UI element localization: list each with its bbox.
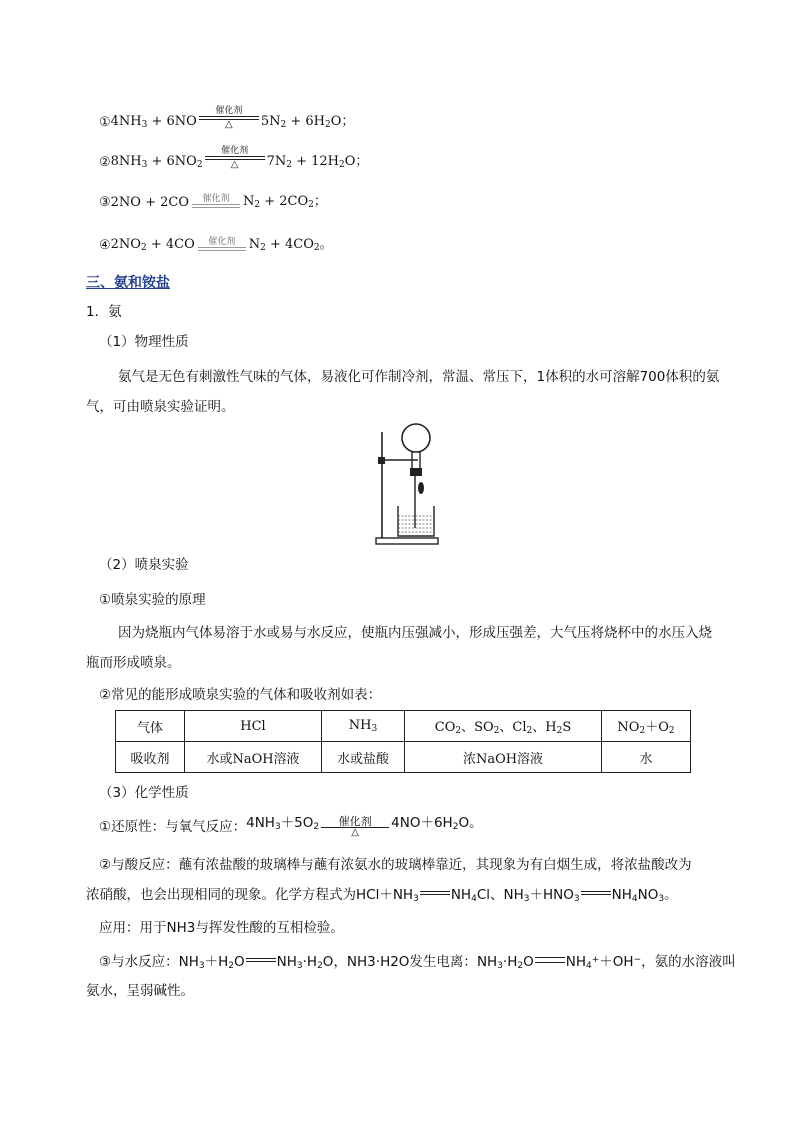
reaction-3-rhs-sub1: 2: [254, 200, 261, 210]
reaction-3-lhs: 2NO + 2CO: [110, 195, 189, 210]
reaction-2-rhs-b: + 12H: [291, 154, 340, 169]
reaction-1-rhs-sub2: 2: [325, 120, 331, 130]
reaction-2-rhs-sub1: 2: [286, 160, 292, 170]
table-cell-absorbent: 浓NaOH溶液: [405, 742, 602, 773]
table-cell-gas: $NH_3$: [322, 711, 405, 742]
table-cell-label: 吸收剂: [116, 742, 185, 773]
reaction-1-rhs-a: 5N: [260, 114, 281, 129]
table-cell-gas: $CO_2$、$SO_2$、$Cl_2$、$H_2S$: [405, 711, 602, 742]
reducing-prefix: ①还原性：与氧气反应：: [99, 819, 247, 835]
ionization-equation: $NH_3\cdot H_2O$ $NH_4^++OH^-$: [476, 954, 642, 971]
reducing-lhs: $4NH_3+5O_2$: [246, 815, 320, 832]
reaction-2: [99, 146, 368, 170]
reaction-4-lhs-sub: 2: [140, 243, 147, 253]
reaction-3-rhs-a: N: [243, 194, 255, 209]
reaction-2-marker: ②: [99, 155, 111, 170]
reaction-1-lhs-b: + 6NO: [147, 114, 197, 129]
reaction-3-arrow: [192, 194, 240, 208]
subheading-physical-properties: （1）物理性质: [99, 334, 189, 350]
acid-text-line-2: [86, 880, 678, 914]
reaction-2-rhs-c: O；: [344, 154, 369, 169]
acid-equations: $HCl+NH_3$ $NH_4Cl$、$NH_3+HNO_3$ $NH_4NO_3$。: [356, 887, 678, 904]
section-heading: 三、氨和铵盐: [86, 275, 170, 291]
water-prefix: ③与水反应：: [99, 954, 179, 970]
acid-text-line-1: ②与酸反应：蘸有浓盐酸的玻璃棒与蘸有浓氨水的玻璃棒靠近，其现象为有白烟生成，将浓盐酸改为: [99, 857, 692, 873]
application-text: 应用：用于NH3与挥发性酸的互相检验。: [99, 920, 344, 936]
reaction-3-rhs-c: ；: [313, 194, 327, 209]
subsection-ammonia: 1．氨: [86, 304, 122, 320]
reaction-4: [99, 233, 333, 253]
reaction-4-rhs-a: N: [248, 237, 261, 252]
table-cell-label: 气体: [116, 711, 185, 742]
acid-text-prefix: 浓硝酸，也会出现相同的现象。化学方程式为: [86, 887, 356, 903]
reaction-1-rhs-sub1: 2: [280, 120, 287, 130]
reaction-4-lhs-a: 2NO: [110, 237, 141, 252]
reaction-1-lhs-a: 4NH: [110, 114, 142, 129]
reaction-1-rhs-c: O；: [330, 114, 355, 129]
reaction-2-rhs-a: 7N: [266, 154, 287, 169]
table-cell-gas: HCl: [185, 711, 322, 742]
gas-absorbent-table: [115, 710, 691, 773]
reaction-1-arrow: [199, 106, 259, 130]
reaction-4-arrow: [198, 237, 246, 251]
reaction-1-rhs-b: + 6H: [286, 114, 325, 129]
reaction-2-arrow: [205, 146, 265, 170]
reaction-3-rhs-b: + 2CO: [260, 194, 309, 209]
fountain-principle-title: ①喷泉实验的原理: [99, 592, 206, 608]
physical-text-line-1: 氨气是无色有刺激性气味的气体，易液化可作制冷剂，常温、常压下，1体积的水可溶解700体积的氨: [118, 369, 720, 385]
water-reaction-line-1: [99, 945, 736, 981]
reaction-4-rhs-sub2: 2: [313, 243, 320, 253]
reducing-heat: △: [351, 827, 359, 838]
table-cell-gas: $NO_2+O_2$: [602, 711, 691, 742]
reaction-4-catalyst: 催化剂: [208, 237, 236, 247]
reducing-reaction: [99, 808, 483, 842]
reducing-catalyst: 催化剂: [338, 815, 372, 828]
table-cell-absorbent: 水或NaOH溶液: [185, 742, 322, 773]
table-cell-absorbent: 水: [602, 742, 691, 773]
fountain-apparatus-illustration: [368, 420, 452, 552]
table-row-gases: [116, 711, 691, 742]
reaction-1-marker: ①: [99, 115, 111, 130]
water-suffix: ，氨的水溶液叫: [641, 954, 736, 970]
subheading-chemical-properties: （3）化学性质: [99, 785, 189, 801]
reaction-4-rhs-sub1: 2: [260, 243, 266, 253]
reaction-3-catalyst: 催化剂: [202, 194, 230, 204]
reaction-3-marker: ③: [99, 195, 111, 210]
table-row-absorbents: [116, 742, 691, 773]
reaction-1-lhs-sub: 3: [141, 120, 148, 130]
reaction-2-lhs-sub1: 3: [141, 160, 148, 170]
reaction-2-lhs-a: 8NH: [110, 154, 142, 169]
reaction-3: [99, 190, 327, 210]
table-intro: ②常见的能形成喷泉实验的气体和吸收剂如表：: [99, 687, 382, 703]
reducing-rhs: $4NO+6H_2O$。: [391, 815, 483, 832]
reaction-1: [99, 106, 354, 130]
reaction-2-lhs-b: + 6NO: [147, 154, 197, 169]
principle-text-line-1: 因为烧瓶内气体易溶于水或易与水反应，使瓶内压强减小，形成压强差，大气压将烧杯中的水压入烧: [118, 625, 712, 641]
water-mid: ，NH3·H2O发生电离：: [333, 954, 477, 970]
reaction-4-rhs-c: 。: [319, 237, 333, 252]
table-cell-absorbent: 水或盐酸: [322, 742, 405, 773]
reaction-1-catalyst: 催化剂: [215, 106, 243, 116]
water-equation: $NH_3+H_2O$ $NH_3\cdot H_2O$: [178, 954, 334, 971]
reaction-2-lhs-sub2: 2: [196, 160, 203, 170]
subheading-fountain: （2）喷泉实验: [99, 557, 189, 573]
reaction-1-heat: △: [224, 119, 233, 130]
reducing-arrow: [321, 817, 389, 838]
reaction-3-rhs-sub2: 2: [308, 200, 314, 210]
physical-text-line-2: 气，可由喷泉实验证明。: [86, 399, 235, 415]
water-reaction-line-2: 氨水，呈弱碱性。: [86, 983, 194, 999]
reaction-4-rhs-b: + 4CO: [265, 237, 314, 252]
reaction-2-catalyst: 催化剂: [221, 146, 249, 156]
reaction-2-rhs-sub2: 2: [339, 160, 345, 170]
reaction-4-marker: ④: [99, 238, 111, 253]
principle-text-line-2: 瓶而形成喷泉。: [86, 655, 181, 671]
reaction-4-lhs-b: + 4CO: [146, 237, 195, 252]
reaction-2-heat: △: [230, 159, 239, 170]
